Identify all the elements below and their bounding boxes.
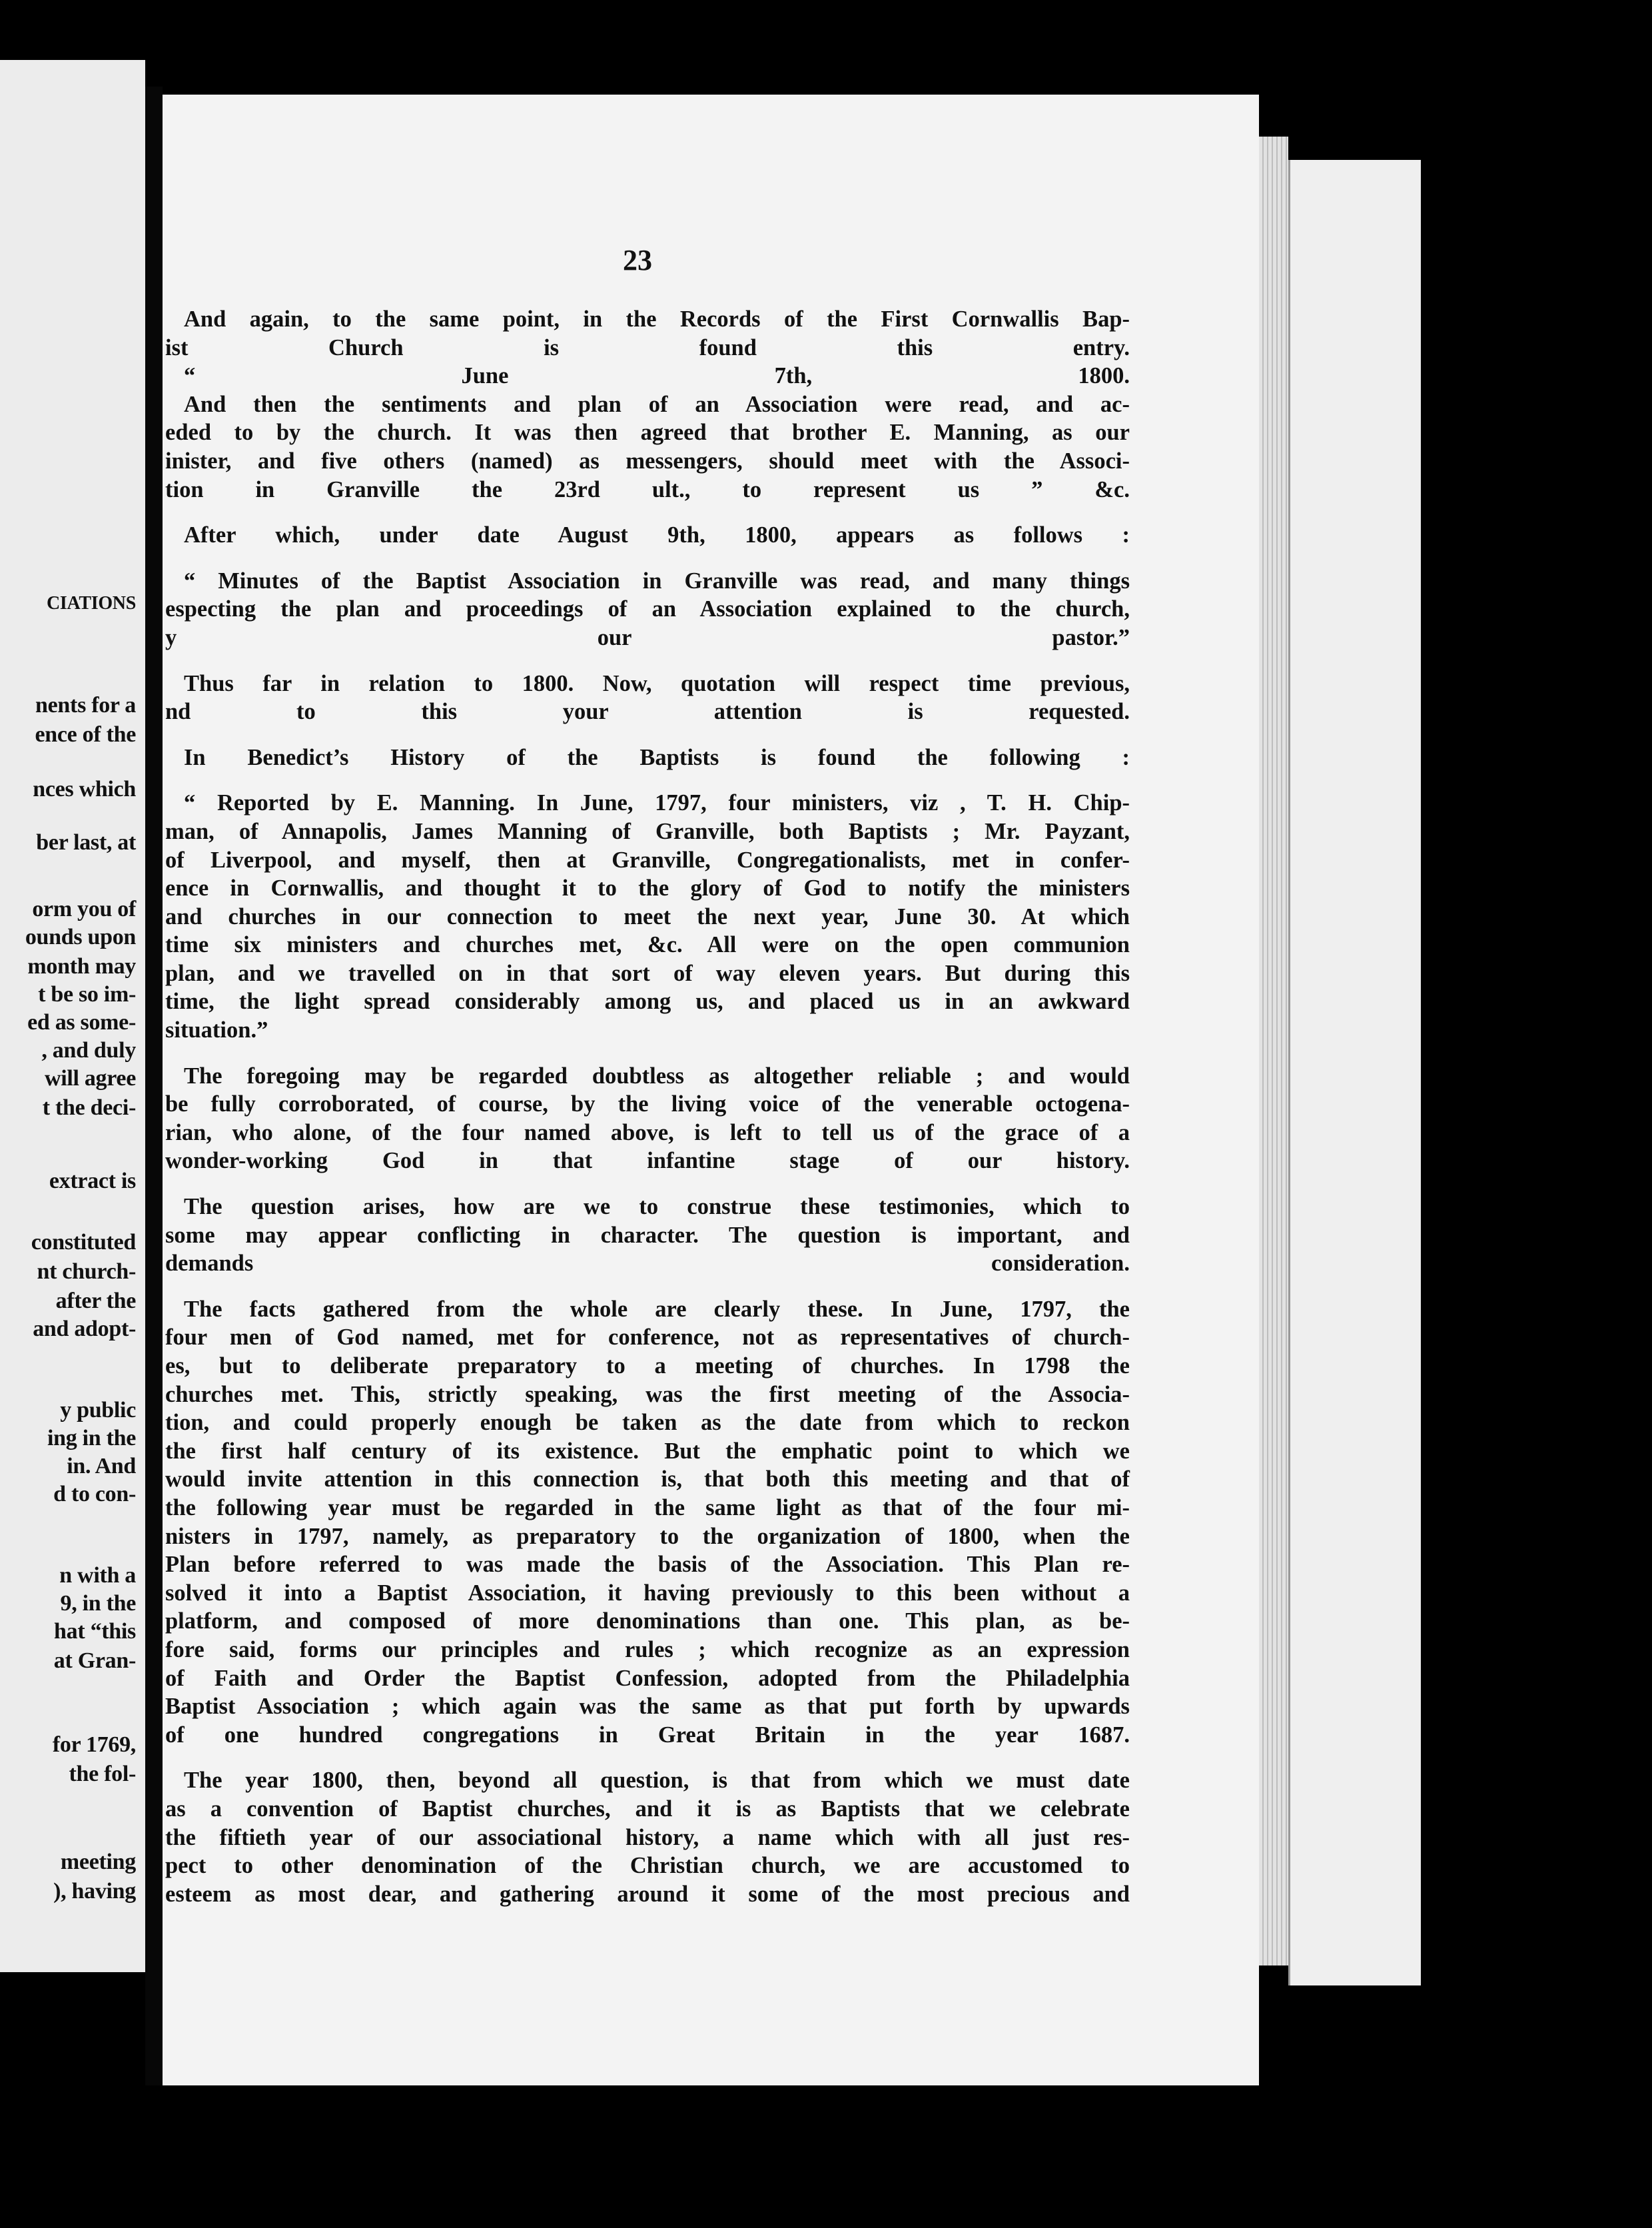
text-line: y our pastor.” [165,624,1130,650]
facing-page-line: CIATIONS [46,593,136,614]
facing-page-line: after the [55,1289,136,1313]
text-line: “ Minutes of the Baptist Association in Granville was read, and many things [184,568,1130,594]
facing-page-line: ber last, at [36,830,136,855]
facing-page-line: ing in the [47,1426,136,1450]
facing-page-line: and adopt- [33,1317,136,1341]
text-line: “ June 7th, 1800. [184,363,1130,389]
paragraph-gap [165,726,1130,744]
facing-page-line: nces which [33,777,136,802]
facing-page-line: for 1769, [52,1732,136,1757]
text-line: pect to other denomination of the Christian church, we are accustomed to [165,1853,1130,1879]
text-line: The question arises, how are we to construe these testimonies, which to [184,1194,1130,1220]
facing-page-line: , and duly [41,1038,136,1063]
paragraph [165,789,1130,1044]
text-line: In Benedict’s History of the Baptists is found the following : [184,744,1130,770]
facing-page-line: at Gran- [53,1648,136,1673]
facing-page-line: will agree [44,1066,136,1091]
paragraph-gap [165,1749,1130,1766]
text-line: Thus far in relation to 1800. Now, quotation will respect time previous, [184,670,1130,696]
facing-page-line: 9, in the [60,1591,136,1616]
text-line: the fiftieth year of our associational history, a name which with all just res- [165,1824,1130,1850]
facing-page-line: meeting [60,1850,136,1874]
facing-page-line: t be so im- [38,982,136,1007]
facing-page-line: y public [60,1398,136,1422]
paragraph [165,567,1130,652]
facing-page-line: month may [27,954,136,979]
paragraph [165,305,1130,362]
text-line: The facts gathered from the whole are clearly these. In June, 1797, the [184,1296,1130,1322]
text-line: nisters in 1797, namely, as preparatory to the organization of 1800, when the [165,1523,1130,1549]
text-line: tion, and could properly enough be taken as the date from which to reckon [165,1410,1130,1436]
facing-page-line: hat “this [54,1619,136,1644]
paragraph-gap [165,652,1130,670]
facing-page-line: ounds upon [25,925,136,949]
text-line: inister, and five others (named) as messengers, should meet with the Associ- [165,448,1130,474]
text-line: especting the plan and proceedings of an Association explained to the church, [165,596,1130,622]
text-line: “ Reported by E. Manning. In June, 1797, four ministers, viz , T. H. Chip- [184,790,1130,816]
paragraph [165,390,1130,504]
text-line: the first half century of its existence. But the emphatic point to which we [165,1438,1130,1464]
paragraph [165,1193,1130,1278]
page-body-text [165,305,1130,1908]
paragraph [165,362,1130,390]
text-line: nd to this your attention is requested. [165,699,1130,725]
text-line: man, of Annapolis, James Manning of Granville, both Baptists ; Mr. Payzant, [165,818,1130,844]
paragraph-gap [165,550,1130,567]
text-line: of one hundred congregations in Great Britain in the year 1687. [165,1722,1130,1748]
text-line: The year 1800, then, beyond all question, is that from which we must date [184,1768,1130,1794]
text-line: and churches in our connection to meet the next year, June 30. At which [165,903,1130,929]
paragraph [165,744,1130,772]
text-line: fore said, forms our principles and rules ; which recognize as an expression [165,1636,1130,1662]
text-line: solved it into a Baptist Association, it having previously to this been without a [165,1580,1130,1606]
facing-page-line: the fol- [69,1762,136,1786]
text-line: After which, under date August 9th, 1800, appears as follows : [184,522,1130,548]
paragraph-gap [165,1278,1130,1295]
text-line: time six ministers and churches met, &c. All were on the open communion [165,932,1130,958]
text-line: plan, and we travelled on in that sort of way eleven years. But during this [165,960,1130,986]
facing-page-line: in. And [67,1454,136,1478]
text-line: rian, who alone, of the four named above, is left to tell us of the grace of a [165,1119,1130,1145]
paragraph [165,1062,1130,1175]
paragraph [165,670,1130,726]
text-line: And again, to the same point, in the Records of the First Cornwallis Bap- [184,306,1130,332]
text-line: esteem as most dear, and gathering around it some of the most precious and [165,1881,1130,1907]
facing-page-line: ed as some- [27,1010,136,1035]
text-line: The foregoing may be regarded doubtless as altogether reliable ; and would [184,1063,1130,1089]
text-line: platform, and composed of more denominations than one. This plan, as be- [165,1608,1130,1634]
paragraph-gap [165,1045,1130,1062]
paragraph-gap [165,504,1130,521]
text-line: of Liverpool, and myself, then at Granville, Congregationalists, met in confer- [165,847,1130,873]
facing-page-line: ence of the [35,722,136,747]
text-line: as a convention of Baptist churches, and it is as Baptists that we celebrate [165,1796,1130,1822]
text-line: be fully corroborated, of course, by the living voice of the venerable octogena- [165,1091,1130,1117]
facing-page-line: ), having [53,1879,136,1904]
facing-page-line: nt church- [37,1259,136,1284]
text-line: Plan before referred to was made the basis of the Association. This Plan re- [165,1552,1130,1578]
facing-page-line: t the deci- [42,1095,136,1120]
text-line: wonder-working God in that infantine stage of our history. [165,1148,1130,1174]
text-line: es, but to deliberate preparatory to a meeting of churches. In 1798 the [165,1353,1130,1379]
page-number: 23 [623,244,652,277]
book-gutter [145,87,163,2085]
text-line: Baptist Association ; which again was the same as that put forth by upwards [165,1694,1130,1720]
paragraph [165,1295,1130,1750]
facing-page-line: d to con- [53,1482,136,1506]
text-line: four men of God named, met for conference, not as representatives of church- [165,1325,1130,1351]
facing-page-line: n with a [59,1563,136,1588]
text-line: ist Church is found this entry. [165,334,1130,360]
facing-page-line: extract is [49,1169,136,1193]
page-edges [1259,137,1288,1965]
facing-page-fragment [0,60,145,1972]
text-line: time, the light spread considerably among us, and placed us in an awkward [165,989,1130,1015]
text-line: situation.” [165,1017,268,1043]
paragraph [165,521,1130,550]
text-line: tion in Granville the 23rd ult., to represent us ” &c. [165,476,1130,502]
text-line: demands consideration. [165,1251,1130,1277]
text-line: ence in Cornwallis, and thought it to the glory of God to notify the ministers [165,875,1130,901]
paragraph [165,1766,1130,1908]
text-line: would invite attention in this connection is, that both this meeting and that of [165,1466,1130,1492]
text-line: of Faith and Order the Baptist Confession, adopted from the Philadelphia [165,1665,1130,1691]
paragraph-gap [165,1175,1130,1193]
paragraph-gap [165,772,1130,789]
text-line: And then the sentiments and plan of an Association were read, and ac- [184,391,1130,417]
text-line: some may appear conflicting in character. The question is important, and [165,1222,1130,1248]
text-line: the following year must be regarded in the same light as that of the four mi- [165,1494,1130,1520]
facing-page-line: constituted [31,1230,136,1255]
text-line: churches met. This, strictly speaking, was the first meeting of the Associa- [165,1381,1130,1407]
facing-page-line: orm you of [32,897,136,921]
facing-page-line: nents for a [35,693,136,718]
book-cover-edge [1288,160,1421,1985]
text-line: eded to by the church. It was then agreed that brother E. Manning, as our [165,420,1130,446]
